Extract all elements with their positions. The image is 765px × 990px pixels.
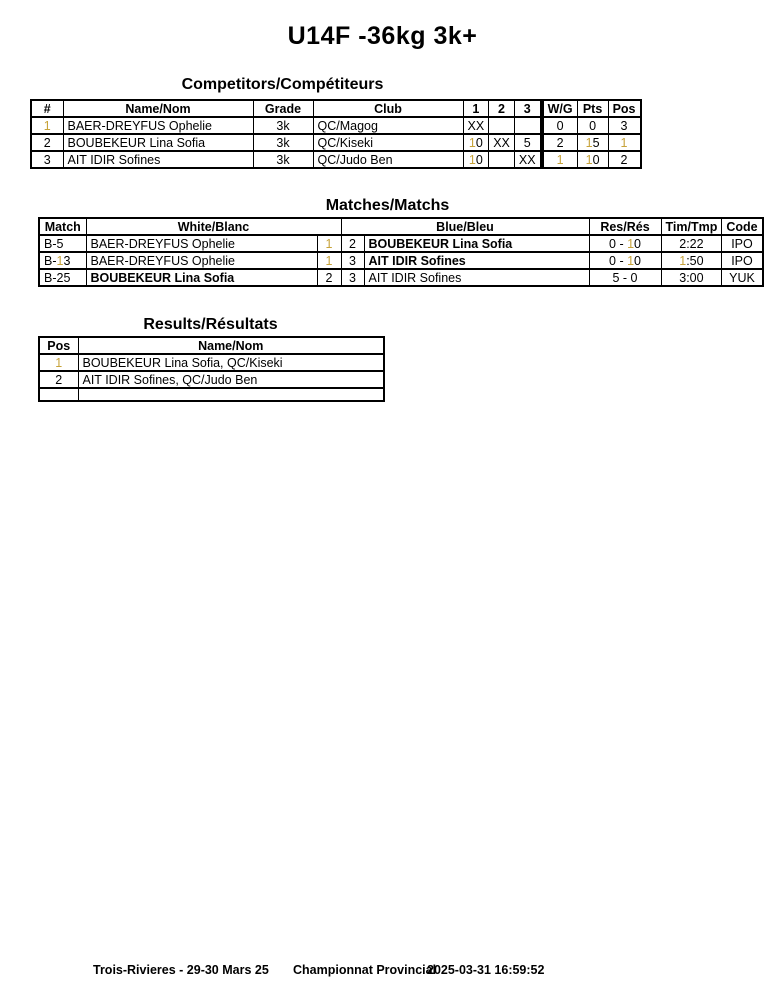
competitor-grade: 3k (253, 151, 313, 168)
match-id: B-5 (39, 235, 86, 252)
competitor-row (31, 151, 641, 168)
header-points: Pts (577, 100, 608, 117)
competitor-club: QC/Kiseki (313, 134, 463, 151)
competitor-grade: 3k (253, 134, 313, 151)
white-competitor-name: BAER-DREYFUS Ophelie (86, 235, 317, 252)
header-grade: Grade (253, 100, 313, 117)
white-competitor-name: BOUBEKEUR Lina Sofia (86, 269, 317, 286)
round-1-score: XX (463, 117, 489, 134)
result-row-empty (39, 388, 384, 401)
result-name: BOUBEKEUR Lina Sofia, QC/Kiseki (78, 354, 384, 371)
competitor-name: BOUBEKEUR Lina Sofia (63, 134, 253, 151)
blue-competitor-name: AIT IDIR Sofines (364, 269, 589, 286)
points-total: 10 (577, 151, 608, 168)
header-position: Pos (608, 100, 640, 117)
match-code: YUK (722, 269, 763, 286)
gold-digit: 1 (556, 152, 564, 167)
header-result: Res/Rés (589, 218, 661, 235)
gold-digit: 1 (325, 253, 333, 268)
results-header-row (39, 337, 384, 354)
header-match: Match (39, 218, 86, 235)
result-row (39, 354, 384, 371)
match-id: B-25 (39, 269, 86, 286)
blue-competitor-name: BOUBEKEUR Lina Sofia (364, 235, 589, 252)
gold-digit: 1 (679, 253, 687, 268)
round-3-score: 5 (514, 134, 541, 151)
points-total: 0 (577, 117, 608, 134)
result-position (39, 354, 78, 371)
gold-digit: 1 (585, 152, 593, 167)
white-competitor-number (317, 235, 341, 252)
round-3-score (514, 117, 541, 134)
gold-digit: 1 (585, 135, 593, 150)
competitors-table (30, 99, 642, 169)
blue-competitor-name: AIT IDIR Sofines (364, 252, 589, 269)
competitor-number: 3 (31, 151, 63, 168)
final-position (608, 134, 640, 151)
match-row (39, 269, 763, 286)
gold-digit: 1 (325, 236, 333, 251)
header-blue: Blue/Bleu (341, 218, 589, 235)
results-table (38, 336, 385, 402)
gold-digit: 1 (56, 253, 64, 268)
matches-header-row (39, 218, 763, 235)
wins-count (542, 151, 578, 168)
match-code: IPO (722, 235, 763, 252)
gold-digit: 1 (468, 152, 476, 167)
matches-table (38, 217, 764, 287)
round-2-score (489, 151, 515, 168)
header-round-3: 3 (514, 100, 541, 117)
match-time: 3:00 (661, 269, 722, 286)
round-2-score (489, 117, 515, 134)
match-result: 5 - 0 (589, 269, 661, 286)
wins-count: 2 (542, 134, 578, 151)
category-title: U14F -36kg 3k+ (287, 22, 478, 50)
match-result: 0 - 10 (589, 252, 661, 269)
competitors-header-row (31, 100, 641, 117)
header-name: Name/Nom (63, 100, 253, 117)
match-time: 2:22 (661, 235, 722, 252)
header-round-1: 1 (463, 100, 489, 117)
result-position (39, 388, 78, 401)
gold-digit: 1 (627, 253, 635, 268)
result-name: AIT IDIR Sofines, QC/Judo Ben (78, 371, 384, 388)
header-code: Code (722, 218, 763, 235)
header-white: White/Blanc (86, 218, 341, 235)
match-time: 1:50 (661, 252, 722, 269)
competitor-number (31, 117, 63, 134)
gold-digit: 1 (627, 236, 635, 251)
header-round-2: 2 (489, 100, 515, 117)
blue-competitor-number: 3 (341, 252, 364, 269)
round-1-score: 10 (463, 151, 489, 168)
gold-digit: 1 (55, 355, 63, 370)
result-position: 2 (39, 371, 78, 388)
match-row (39, 235, 763, 252)
competitor-grade: 3k (253, 117, 313, 134)
match-code: IPO (722, 252, 763, 269)
competitor-club: QC/Judo Ben (313, 151, 463, 168)
event-location: Trois-Rivieres - 29-30 Mars 25 (93, 963, 269, 977)
header-time: Tim/Tmp (661, 218, 722, 235)
white-competitor-name: BAER-DREYFUS Ophelie (86, 252, 317, 269)
round-3-score: XX (514, 151, 541, 168)
round-1-score: 10 (463, 134, 489, 151)
gold-digit: 1 (43, 118, 51, 133)
header-position: Pos (39, 337, 78, 354)
competitors-section-title: Competitors/Compétiteurs (181, 76, 384, 93)
blue-competitor-number: 3 (341, 269, 364, 286)
result-row (39, 371, 384, 388)
blue-competitor-number: 2 (341, 235, 364, 252)
gold-digit: 1 (468, 135, 476, 150)
gold-digit: 1 (620, 135, 628, 150)
wins-count: 0 (542, 117, 578, 134)
header-number: # (31, 100, 63, 117)
competitor-row (31, 134, 641, 151)
competitor-name: BAER-DREYFUS Ophelie (63, 117, 253, 134)
results-section-title: Results/Résultats (143, 316, 278, 333)
event-name: Championnat Provincial (293, 963, 437, 977)
points-total: 15 (577, 134, 608, 151)
header-wins: W/G (542, 100, 578, 117)
header-club: Club (313, 100, 463, 117)
final-position: 2 (608, 151, 640, 168)
competitor-club: QC/Magog (313, 117, 463, 134)
round-2-score: XX (489, 134, 515, 151)
header-name: Name/Nom (78, 337, 384, 354)
result-name (78, 388, 384, 401)
white-competitor-number (317, 252, 341, 269)
match-id: B-13 (39, 252, 86, 269)
match-row (39, 252, 763, 269)
matches-section-title: Matches/Matchs (325, 197, 450, 214)
print-timestamp: 2025-03-31 16:59:52 (427, 963, 545, 977)
competitor-name: AIT IDIR Sofines (63, 151, 253, 168)
competitor-row (31, 117, 641, 134)
white-competitor-number: 2 (317, 269, 341, 286)
match-result: 0 - 10 (589, 235, 661, 252)
competitor-number: 2 (31, 134, 63, 151)
final-position: 3 (608, 117, 640, 134)
